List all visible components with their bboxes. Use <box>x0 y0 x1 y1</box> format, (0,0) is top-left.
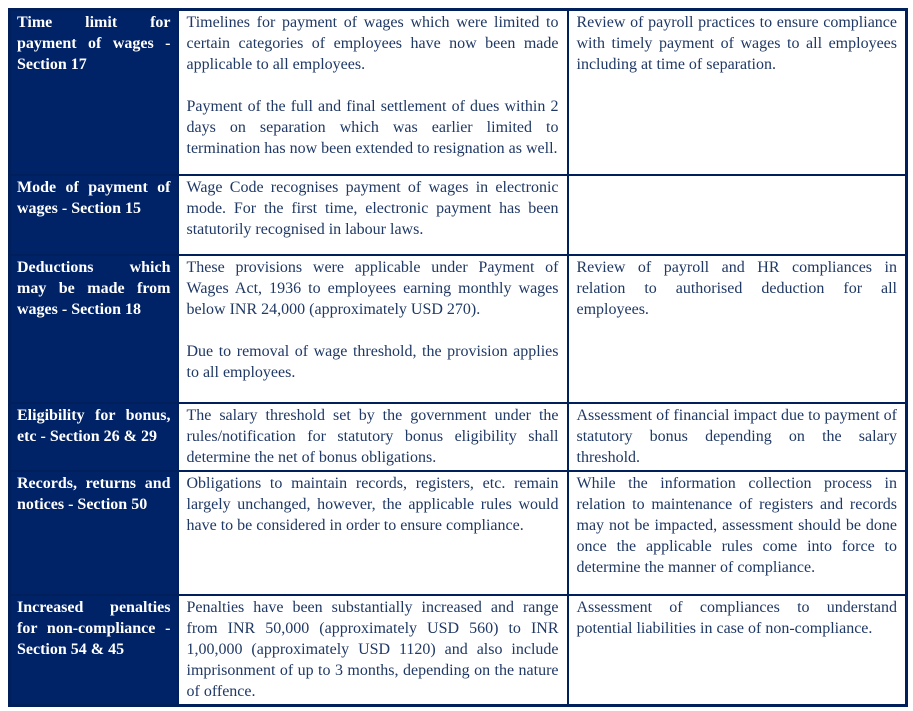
action-cell <box>568 403 907 471</box>
table-row <box>10 175 907 255</box>
topic-heading: Increased penalties for non-compliance - Section 54 & 45 <box>17 598 171 658</box>
table-row <box>10 255 907 403</box>
change-cell <box>178 255 568 403</box>
change-cell <box>178 403 568 471</box>
table-row <box>10 471 907 595</box>
change-cell <box>178 175 568 255</box>
topic-cell <box>10 255 178 403</box>
change-paragraph: Wage Code recognises payment of wages in electronic mode. For the first time, electronic payment has been statutorily recognised in labour laws. <box>186 178 559 238</box>
action-cell <box>568 595 907 706</box>
wage-code-compliance-table <box>8 8 908 707</box>
change-paragraph: These provisions were applicable under Payment of Wages Act, 1936 to employees earning monthly wages below INR 24,000 (approximately USD 270). <box>186 258 559 318</box>
change-cell <box>178 595 568 706</box>
change-cell <box>178 10 568 175</box>
action-paragraph: While the information collection process in relation to maintenance of registers and records may not be impacted, assessment should be done once the applicable rules come into force to determine the manner of compliance. <box>576 474 897 576</box>
topic-heading: Records, returns and notices - Section 50 <box>17 474 171 513</box>
topic-cell <box>10 175 178 255</box>
change-paragraph: Timelines for payment of wages which were limited to certain categories of employees have now been made applicable to all employees. <box>186 14 559 73</box>
topic-cell <box>10 471 178 595</box>
action-cell <box>568 255 907 403</box>
action-paragraph: Assessment of financial impact due to payment of statutory bonus depending on the salary threshold. <box>576 406 897 466</box>
action-paragraph: Review of payroll and HR compliances in relation to authorised deduction for all employees. <box>576 258 897 318</box>
topic-heading: Mode of payment of wages - Section 15 <box>17 178 171 217</box>
topic-cell <box>10 403 178 471</box>
change-paragraph: The salary threshold set by the government under the rules/notification for statutory bonus eligibility shall determine the net of bonus obligations. <box>186 406 559 466</box>
topic-heading: Eligibility for bonus, etc - Section 26 & 29 <box>17 406 171 445</box>
change-cell <box>178 471 568 595</box>
topic-cell <box>10 595 178 706</box>
change-paragraph: Payment of the full and final settlement of dues within 2 days on separation which was earlier limited to termination has now been extended to resignation as well. <box>186 98 559 157</box>
table-row <box>10 403 907 471</box>
table-row <box>10 595 907 706</box>
action-cell <box>568 10 907 175</box>
topic-heading: Deductions which may be made from wages - Section 18 <box>17 258 171 318</box>
change-paragraph: Penalties have been substantially increased and range from INR 50,000 (approximately USD 560) to INR 1,00,000 (approximately USD 1120) and also include imprisonment of up to 3 months, depending on the nature of offence. <box>186 598 559 700</box>
action-cell-empty <box>568 175 907 255</box>
change-paragraph: Due to removal of wage threshold, the provision applies to all employees. <box>186 342 559 381</box>
table-row <box>10 10 907 175</box>
topic-cell <box>10 10 178 175</box>
action-paragraph: Review of payroll practices to ensure compliance with timely payment of wages to all employees including at time of separation. <box>576 14 897 73</box>
topic-heading: Time limit for payment of wages - Section 17 <box>17 14 171 73</box>
action-paragraph: Assessment of compliances to understand potential liabilities in case of non-compliance. <box>576 598 897 637</box>
action-cell <box>568 471 907 595</box>
change-paragraph: Obligations to maintain records, registers, etc. remain largely unchanged, however, the applicable rules would have to be considered in order to ensure compliance. <box>186 474 559 534</box>
